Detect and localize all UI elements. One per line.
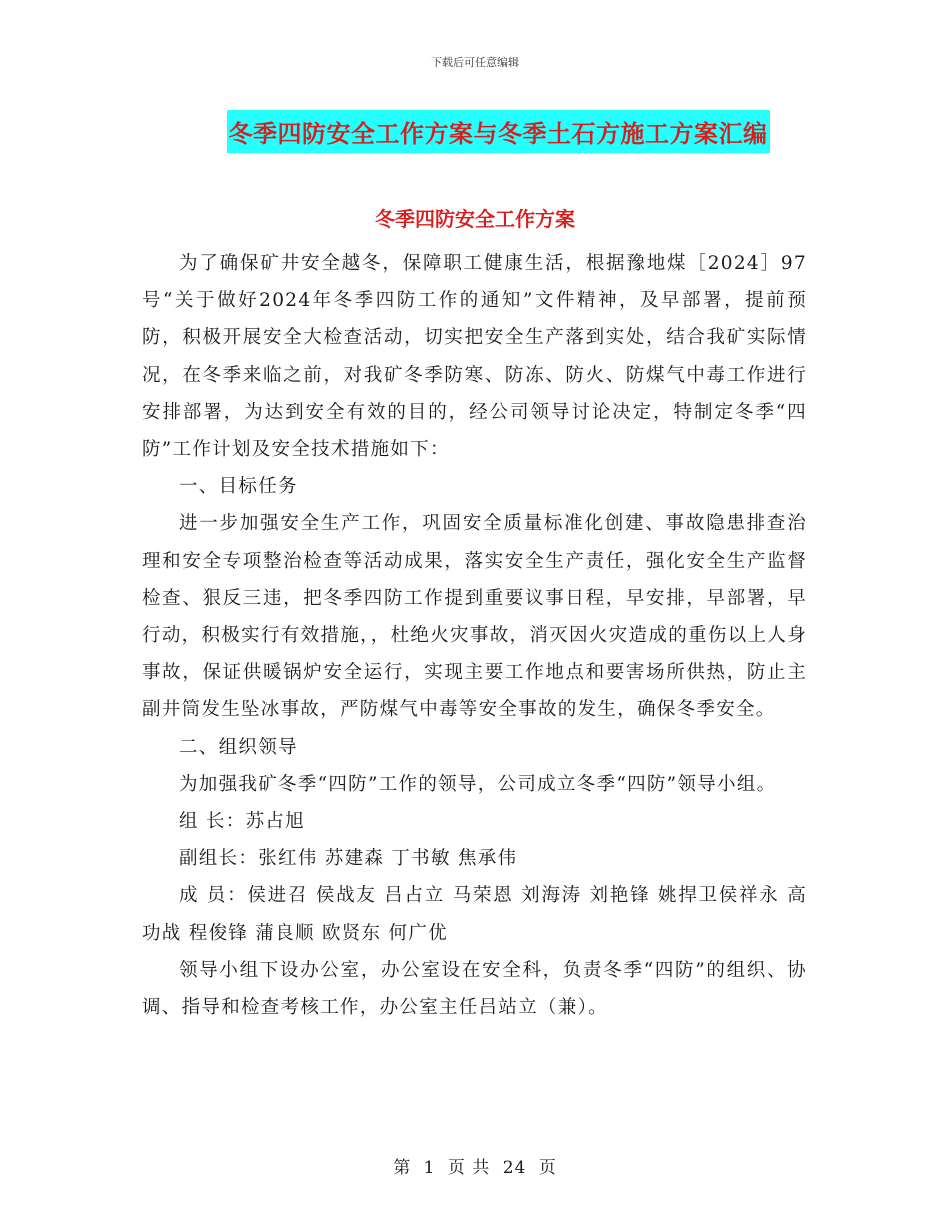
paragraph-organization: 为加强我矿冬季“四防”工作的领导，公司成立冬季“四防”领导小组。 [179,773,777,795]
paragraph-goals: 进一步加强安全生产工作，巩固安全质量标准化创建、事故隐患排查治理和安全专项整治检查等活动成果，落实安全生产责任，强化安全生产监督检查、狠反三违，把冬季四防工作提到重要议事日程，早安排，早部署，早行动，积极实行有效措施，，杜绝火灾事故，消灭因火灾造成的重伤以上人身事故，保证供暖锅炉安全运行，实现主要工作地点和要害场所供热，防止主副井筒发生坠冰事故，严防煤气中毒等安全事故的发生，确保冬季安全。 [142,513,807,721]
paragraph-intro: 为了确保矿井安全越冬，保障职工健康生活，根据豫地煤［2024］97号“关于做好2024年冬季四防工作的通知”文件精神，及早部署，提前预防，积极开展安全大检查活动，切实把安全生产落到实处，结合我矿实际情况，在冬季来临之前，对我矿冬季防寒、防冻、防火、防煤气中毒工作进行安排部署，为达到安全有效的目的，经公司领导讨论决定，特制定冬季“四防”工作计划及安全技术措施如下： [142,253,807,461]
members-line: 成 员：侯进召 侯战友 吕占立 马荣恩 刘海涛 刘艳锋 姚捍卫侯祥永 高功战 程俊锋 蒲良顺 欧贤东 何广优 [142,885,807,944]
footer-total-pages: 24 [502,1158,527,1178]
footer-page-number: 1 [423,1158,436,1178]
page-footer [0,1153,950,1178]
header-note: 下载后可任意编辑 [431,56,519,69]
footer-prefix: 第 [393,1158,412,1178]
section-title: 冬季四防安全工作方案 [375,207,575,231]
paragraph-office: 领导小组下设办公室，办公室设在安全科，负责冬季“四防”的组织、协调、指导和检查考核工作，办公室主任吕站立（兼）。 [142,959,807,1019]
main-title: 冬季四防安全工作方案与冬季土石方施工方案汇编 [227,110,770,153]
deputy-leader-line: 副组长：张红伟 苏建森 丁书敏 焦承伟 [179,848,518,870]
footer-suffix: 页 [538,1158,557,1178]
leader-line: 组 长：苏占旭 [179,811,305,833]
main-title-wrap [0,110,950,153]
heading-goals: 一、目标任务 [179,476,298,498]
footer-middle: 页 共 [447,1158,491,1178]
heading-organization: 二、组织领导 [179,736,298,758]
document-body [142,245,807,1026]
